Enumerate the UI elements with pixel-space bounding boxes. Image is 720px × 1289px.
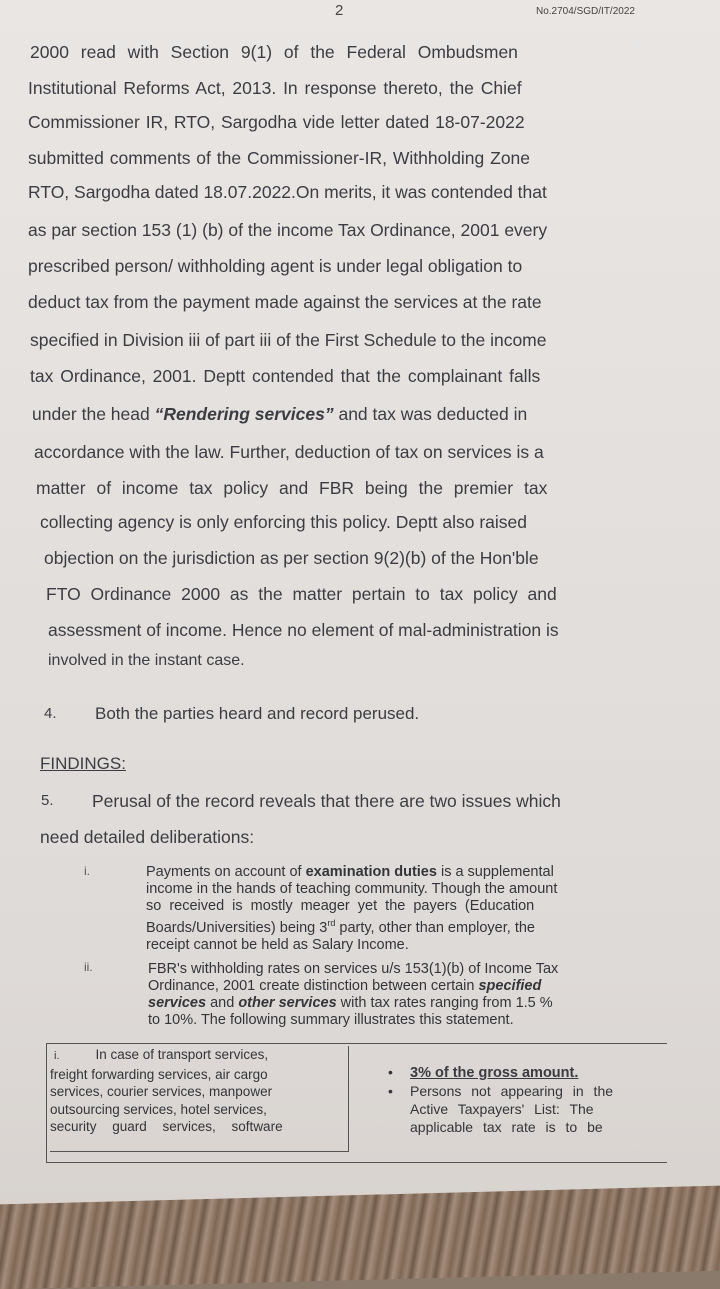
text-line: outsourcing services, hotel services, [50,1101,267,1117]
text-line: matter of income tax policy and FBR being the premier tax [36,478,548,498]
text-line [148,995,678,1012]
para-4-text: Both the parties heard and record perused. [95,704,420,723]
text-line: deduct tax from the payment made against the services at the rate [28,292,542,312]
rate-text: 3% of the gross amount. [410,1065,579,1081]
text-line: as par section 153 (1) (b) of the income Tax Ordinance, 2001 every [28,220,548,240]
text-line: prescribed person/ withholding agent is under legal obligation to [28,256,523,276]
para-5-line: Perusal of the record reveals that there are two issues which [92,791,561,811]
text-line: applicable tax rate is to be [410,1119,603,1135]
emphasis-text: “Rendering services” [154,404,334,424]
text-fragment: Payments on account of [146,864,306,880]
text-line: FBR's withholding rates on services u/s 153(1)(b) of Income Tax [148,961,559,977]
text-line: freight forwarding services, air cargo [50,1066,268,1082]
item-ii-number: ii. [84,960,93,974]
text-line: submitted comments of the Commissioner-IR, Withholding Zone [28,148,531,168]
text-line: to 10%. The following summary illustrates this statement. [148,1012,514,1028]
emphasis-text: other services [238,995,337,1011]
text-line: specified in Division iii of part iii of the First Schedule to the income [30,330,547,350]
text-fragment: under the head [32,404,150,424]
text-line: tax Ordinance, 2001. Deptt contended that the complainant falls [30,366,541,386]
text-line: involved in the instant case. [48,652,245,669]
text-line: FTO Ordinance 2000 as the matter pertain to tax policy and [46,584,557,604]
text-fragment: with tax rates ranging from 1.5 % [336,995,553,1011]
emphasis-text: services [148,995,207,1011]
para-4-number: 4. [44,705,57,722]
text-line [50,1046,348,1066]
text-line: RTO, Sargodha dated 18.07.2022.On merits, it was contended that [28,182,547,202]
text-line: 2000 read with Section 9(1) of the Federal Ombudsmen [30,42,518,62]
para-5-number: 5. [41,792,54,809]
text-line: assessment of income. Hence no element of mal-administration is [48,620,559,640]
para-5-line: need detailed deliberations: [40,827,255,847]
bullet-icon: • [388,1064,393,1080]
text-fragment: is a supplemental [436,864,554,880]
text-fragment: Ordinance, 2001 create distinction between certain [148,978,479,994]
text-line: objection on the jurisdiction as per section 9(2)(b) of the Hon'ble [44,548,539,568]
text-line: Active Taxpayers' List: The [410,1101,594,1117]
text-fragment: In case of transport services, [95,1047,269,1062]
text-fragment: and [206,995,239,1011]
desk-surface [0,1186,720,1289]
superscript: rd [327,918,336,928]
text-fragment: Boards/Universities) being 3 [146,919,328,936]
text-line: so received is mostly meager yet the payers (Education [146,898,535,914]
text-line: services, courier services, manpower [50,1084,273,1099]
bold-text: examination duties [305,864,437,880]
table-cell-services [50,1046,349,1152]
item-i-number: i. [84,864,90,878]
text-fragment: party, other than employer, the [335,919,535,936]
text-line: receipt cannot be held as Salary Income. [146,936,409,953]
bullet-icon: • [388,1083,393,1099]
emphasis-text: specified [478,978,542,994]
table-row-number: i. [54,1050,60,1062]
text-line: collecting agency is only enforcing this policy. Deptt also raised [40,512,528,532]
text-line: income in the hands of teaching community. Though the amount [146,881,558,897]
findings-heading: FINDINGS: [40,754,126,773]
text-line [148,978,678,995]
text-line: Commissioner IR, RTO, Sargodha vide letter dated 18-07-2022 [28,112,525,132]
text-fragment: Persons not appearing in the [410,1083,614,1099]
reference-number: No.2704/SGD/IT/2022 [536,6,635,17]
text-line [388,1063,690,1082]
page-number: 2 [335,2,344,19]
text-line: security guard services, software [50,1119,283,1134]
text-line: accordance with the law. Further, deduction of tax on services is a [34,442,544,462]
table-cell-rates [388,1063,690,1136]
text-line [388,1082,690,1100]
text-line [146,915,676,937]
item-ii-text [148,961,678,1029]
text-line: Institutional Reforms Act, 2013. In response thereto, the Chief [28,78,522,98]
text-line [32,404,527,425]
item-i-text [146,864,676,954]
text-fragment: and tax was deducted in [338,404,528,424]
text-line [146,864,676,881]
